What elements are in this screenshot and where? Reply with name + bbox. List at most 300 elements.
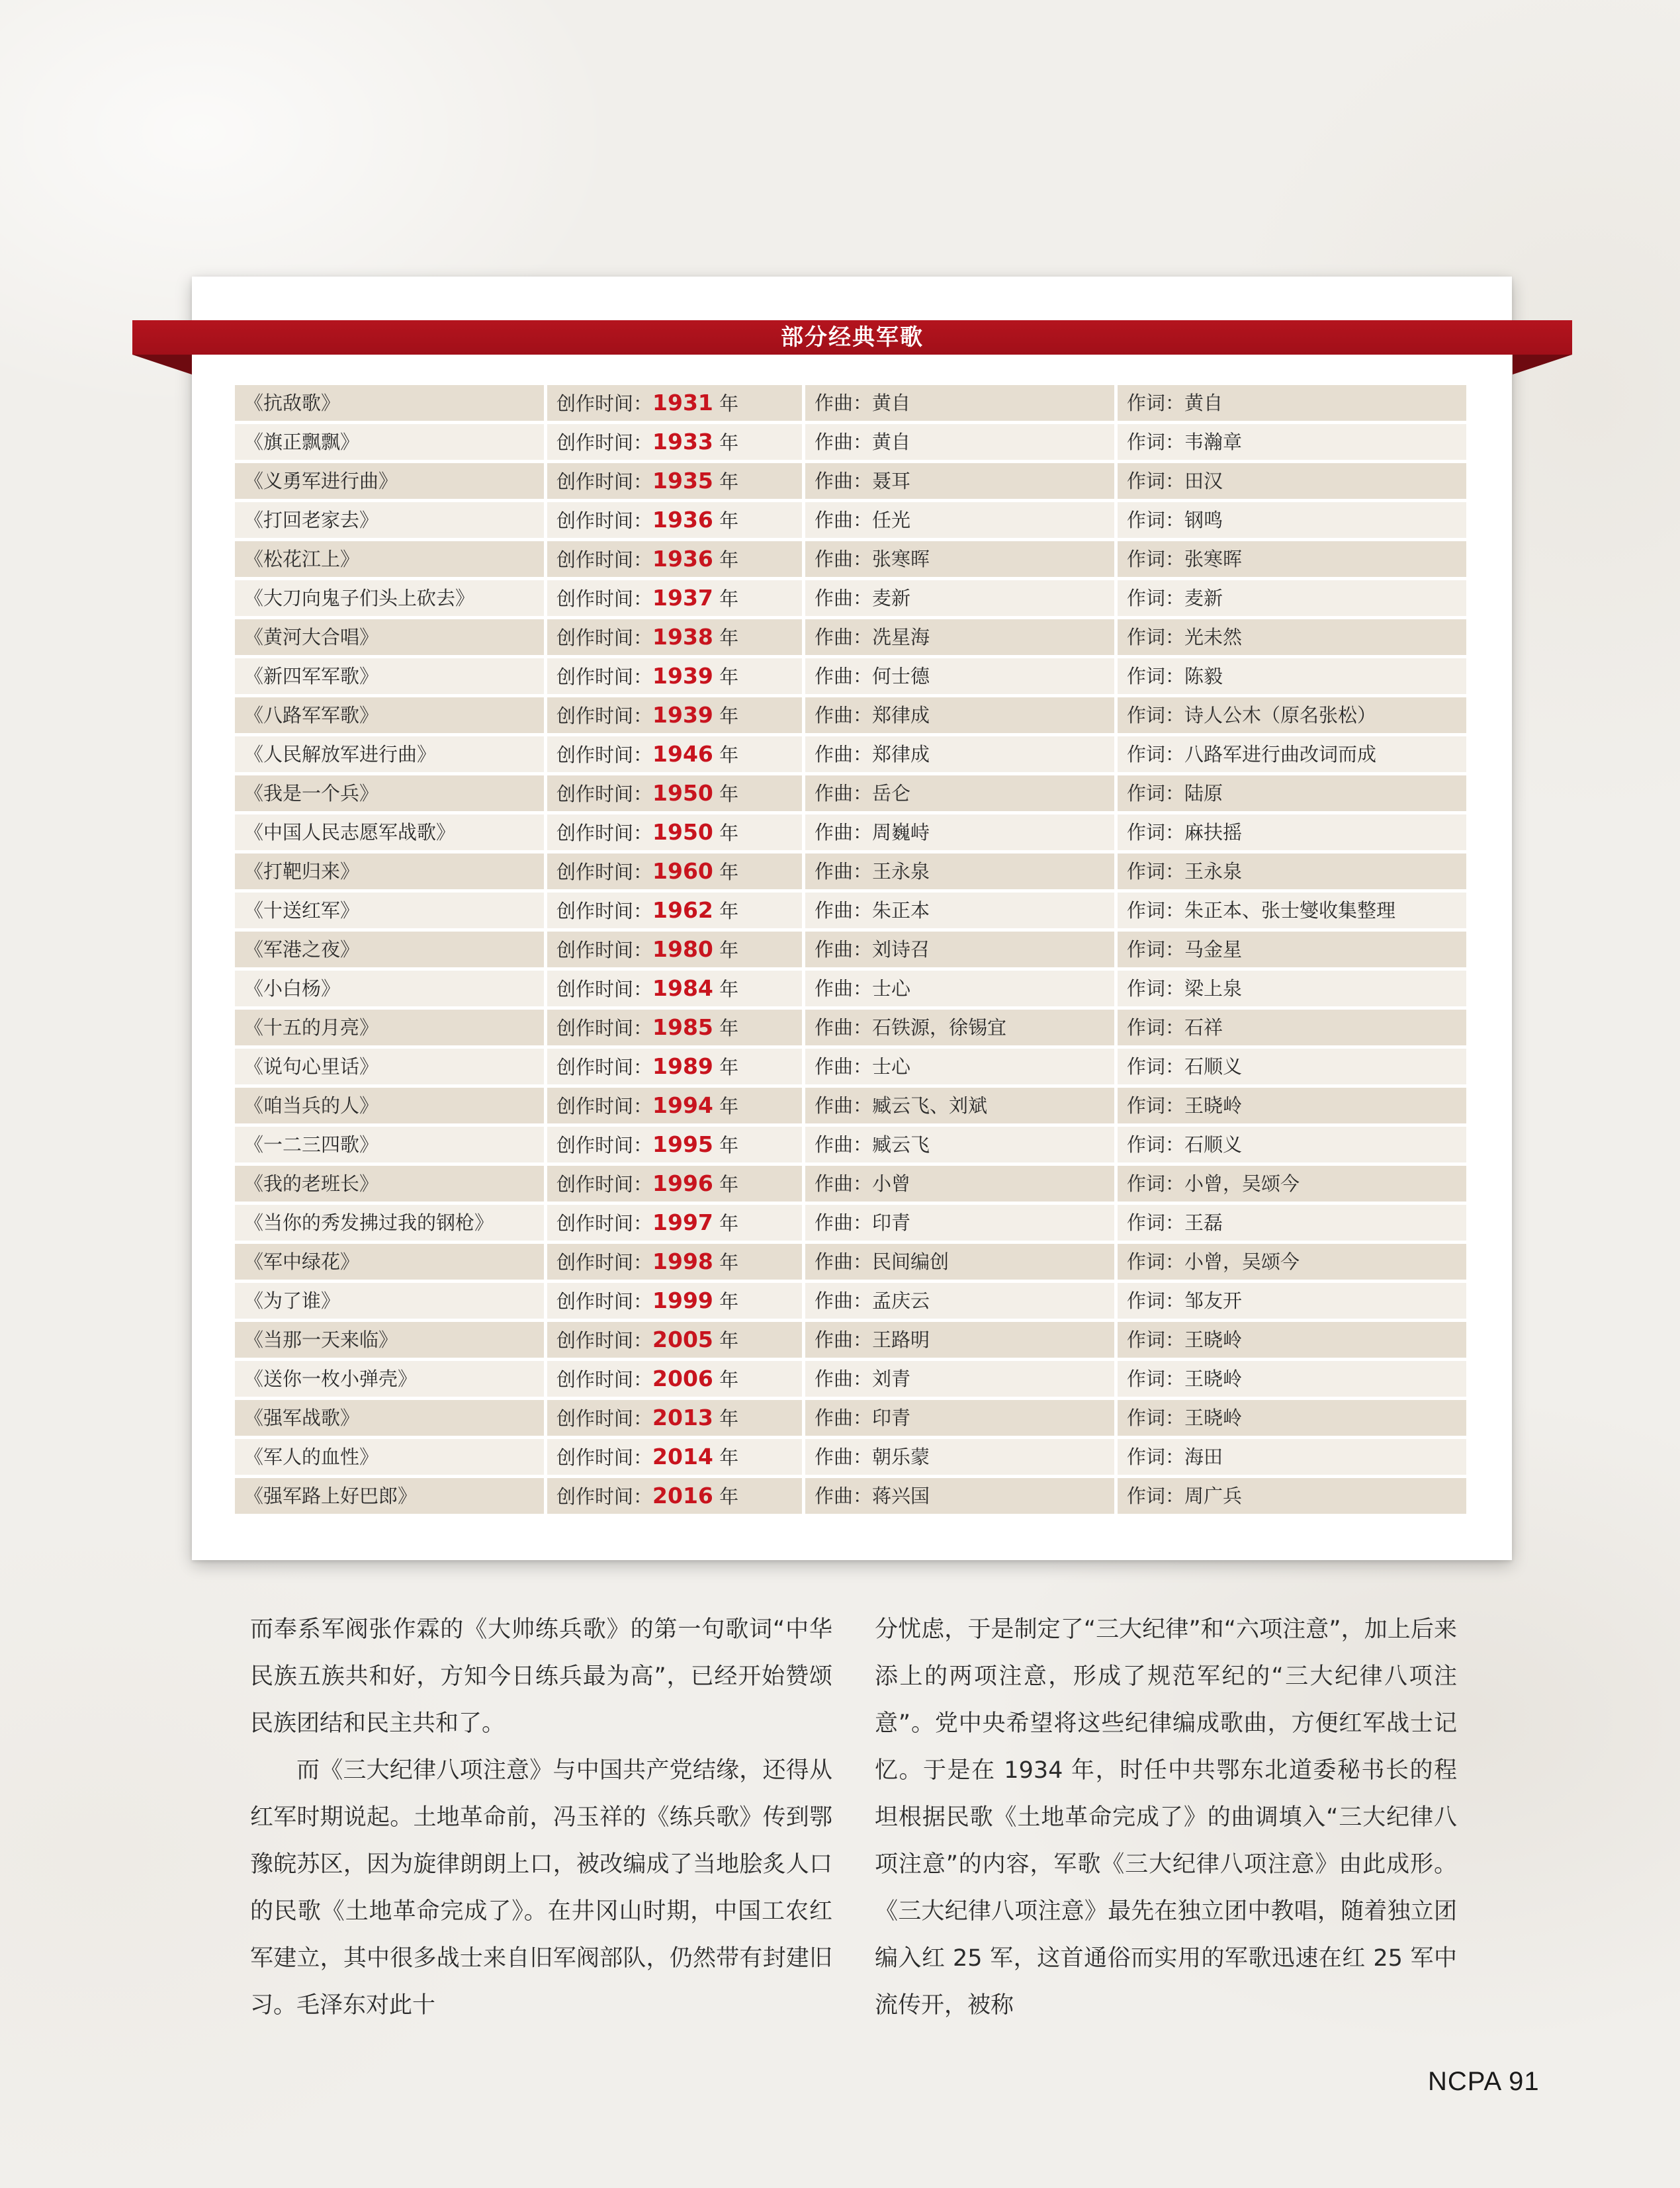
song-title-cell (235, 1478, 544, 1514)
lyricist-cell (1118, 580, 1466, 616)
composer-cell (805, 541, 1114, 577)
song-title-cell (235, 697, 544, 733)
year-suffix: 年 (719, 509, 739, 532)
creation-time-cell (547, 1010, 802, 1045)
lyricist-name: 梁上泉 (1184, 977, 1243, 1000)
lyricist-cell (1118, 1361, 1466, 1397)
composer-cell (805, 893, 1114, 928)
creation-time-label: 创作时间： (556, 470, 653, 493)
creation-year: 1937 (652, 585, 713, 611)
creation-time-cell (547, 658, 802, 694)
year-suffix: 年 (719, 588, 739, 610)
composer-cell (805, 580, 1114, 616)
composer-cell (805, 971, 1114, 1006)
song-title-cell (235, 1205, 544, 1241)
composer-name: 民间编创 (872, 1250, 950, 1273)
song-title: 《当那一天来临》 (244, 1329, 398, 1351)
composer-name: 臧云飞、刘斌 (872, 1094, 988, 1117)
song-title: 《大刀向鬼子们头上砍去》 (244, 587, 475, 609)
lyricist-name: 麦新 (1184, 587, 1223, 609)
composer-label: 作曲： (815, 470, 873, 492)
lyricist-label: 作词： (1127, 860, 1185, 883)
composer-name: 朝乐蒙 (872, 1446, 930, 1468)
composer-name: 刘青 (872, 1368, 911, 1390)
table-row (235, 1439, 1470, 1478)
lyricist-label: 作词： (1127, 938, 1185, 961)
song-title-cell (235, 1166, 544, 1202)
table-row (235, 502, 1470, 541)
song-title-cell (235, 658, 544, 694)
creation-time-cell (547, 541, 802, 577)
composer-label: 作曲： (815, 1407, 873, 1429)
song-title: 《旗正飘飘》 (244, 431, 360, 453)
composer-name: 冼星海 (872, 626, 930, 648)
creation-year: 1933 (652, 429, 713, 455)
lyricist-label: 作词： (1127, 1211, 1185, 1234)
creation-year: 1939 (652, 702, 713, 728)
composer-cell (805, 1088, 1114, 1123)
composer-cell (805, 1010, 1114, 1045)
table-row (235, 1166, 1470, 1205)
creation-time-cell (547, 1400, 802, 1436)
composer-name: 黄自 (872, 392, 911, 414)
creation-year: 1950 (652, 819, 713, 845)
song-title: 《说句心里话》 (244, 1055, 379, 1078)
table-title: 部分经典军歌 (132, 320, 1572, 355)
creation-year: 1936 (652, 546, 713, 572)
song-title-cell (235, 736, 544, 772)
composer-cell (805, 619, 1114, 655)
composer-cell (805, 1283, 1114, 1319)
song-title: 《强军路上好巴郎》 (244, 1485, 418, 1507)
lyricist-label: 作词： (1127, 548, 1185, 570)
song-title: 《强军战歌》 (244, 1407, 360, 1429)
creation-year: 1997 (652, 1209, 713, 1235)
composer-cell (805, 1322, 1114, 1358)
table-row (235, 541, 1470, 580)
composer-label: 作曲： (815, 509, 873, 531)
composer-label: 作曲： (815, 1250, 873, 1273)
year-suffix: 年 (719, 470, 739, 493)
lyricist-name: 黄自 (1184, 392, 1223, 414)
year-suffix: 年 (719, 1407, 739, 1430)
song-title: 《军人的血性》 (244, 1446, 379, 1468)
song-title-cell (235, 385, 544, 421)
song-title-cell (235, 853, 544, 889)
lyricist-name: 石祥 (1184, 1016, 1223, 1039)
year-suffix: 年 (719, 1485, 739, 1508)
creation-time-cell (547, 1049, 802, 1084)
creation-year: 1994 (652, 1092, 713, 1118)
composer-label: 作曲： (815, 1094, 873, 1117)
creation-year: 1984 (652, 975, 713, 1001)
lyricist-cell (1118, 932, 1466, 967)
creation-time-cell (547, 893, 802, 928)
composer-name: 王路明 (872, 1329, 930, 1351)
lyricist-name: 陆原 (1184, 782, 1223, 805)
lyricist-name: 王晓岭 (1184, 1368, 1243, 1390)
creation-time-label: 创作时间： (556, 666, 653, 688)
song-table (235, 385, 1470, 1517)
lyricist-label: 作词： (1127, 899, 1185, 922)
lyricist-label: 作词： (1127, 470, 1185, 492)
lyricist-label: 作词： (1127, 1016, 1185, 1039)
lyricist-cell (1118, 1205, 1466, 1241)
table-row (235, 424, 1470, 463)
song-title: 《义勇军进行曲》 (244, 470, 398, 492)
year-suffix: 年 (719, 861, 739, 883)
year-suffix: 年 (719, 1095, 739, 1117)
table-row (235, 893, 1470, 932)
song-title-cell (235, 1127, 544, 1162)
composer-name: 郑律成 (872, 743, 930, 766)
lyricist-name: 八路军进行曲改词而成 (1184, 743, 1377, 766)
year-suffix: 年 (719, 1290, 739, 1313)
year-suffix: 年 (719, 1134, 739, 1157)
year-suffix: 年 (719, 978, 739, 1000)
creation-time-label: 创作时间： (556, 1173, 653, 1196)
creation-time-cell (547, 580, 802, 616)
lyricist-name: 王晓岭 (1184, 1329, 1243, 1351)
creation-time-cell (547, 1088, 802, 1123)
composer-name: 印青 (872, 1211, 911, 1234)
creation-year: 1938 (652, 624, 713, 650)
song-title: 《十送红军》 (244, 899, 360, 922)
song-title: 《送你一枚小弹壳》 (244, 1368, 418, 1390)
creation-time-label: 创作时间： (556, 1446, 653, 1469)
lyricist-label: 作词： (1127, 509, 1185, 531)
lyricist-cell (1118, 853, 1466, 889)
lyricist-name: 邹友开 (1184, 1290, 1243, 1312)
creation-time-cell (547, 1166, 802, 1202)
composer-cell (805, 502, 1114, 538)
year-suffix: 年 (719, 431, 739, 454)
composer-label: 作曲： (815, 743, 873, 766)
creation-time-cell (547, 1361, 802, 1397)
lyricist-label: 作词： (1127, 1290, 1185, 1312)
year-suffix: 年 (719, 783, 739, 805)
composer-name: 士心 (872, 977, 911, 1000)
song-title: 《打靶归来》 (244, 860, 360, 883)
lyricist-name: 钢鸣 (1184, 509, 1223, 531)
table-row (235, 971, 1470, 1010)
composer-name: 麦新 (872, 587, 911, 609)
song-title: 《一二三四歌》 (244, 1133, 379, 1156)
song-title: 《我的老班长》 (244, 1172, 379, 1195)
creation-year: 1998 (652, 1248, 713, 1274)
composer-cell (805, 932, 1114, 967)
song-title-cell (235, 463, 544, 499)
creation-year: 1946 (652, 741, 713, 767)
composer-cell (805, 424, 1114, 460)
composer-label: 作曲： (815, 1290, 873, 1312)
creation-time-cell (547, 502, 802, 538)
creation-time-cell (547, 1127, 802, 1162)
creation-time-label: 创作时间： (556, 548, 653, 571)
creation-time-cell (547, 463, 802, 499)
year-suffix: 年 (719, 1251, 739, 1274)
lyricist-name: 朱正本、张士燮收集整理 (1184, 899, 1396, 922)
creation-time-cell (547, 1322, 802, 1358)
lyricist-cell (1118, 658, 1466, 694)
lyricist-cell (1118, 424, 1466, 460)
composer-cell (805, 1361, 1114, 1397)
creation-year: 2016 (652, 1483, 713, 1509)
table-row (235, 697, 1470, 736)
creation-time-label: 创作时间： (556, 1485, 653, 1508)
song-title: 《我是一个兵》 (244, 782, 379, 805)
year-suffix: 年 (719, 1173, 739, 1196)
creation-time-label: 创作时间： (556, 588, 653, 610)
year-suffix: 年 (719, 900, 739, 922)
song-title: 《小白杨》 (244, 977, 341, 1000)
composer-label: 作曲： (815, 938, 873, 961)
creation-year: 1936 (652, 507, 713, 533)
composer-label: 作曲： (815, 1016, 873, 1039)
song-title-cell (235, 1361, 544, 1397)
composer-name: 孟庆云 (872, 1290, 930, 1312)
song-title: 《抗敌歌》 (244, 392, 341, 414)
song-title: 《中国人民志愿军战歌》 (244, 821, 456, 844)
lyricist-label: 作词： (1127, 1250, 1185, 1273)
lyricist-name: 王晓岭 (1184, 1094, 1243, 1117)
song-title: 《人民解放军进行曲》 (244, 743, 437, 766)
table-row (235, 619, 1470, 658)
creation-time-cell (547, 932, 802, 967)
creation-time-label: 创作时间： (556, 900, 653, 922)
creation-time-label: 创作时间： (556, 1251, 653, 1274)
composer-label: 作曲： (815, 821, 873, 844)
composer-name: 蒋兴国 (872, 1485, 930, 1507)
composer-label: 作曲： (815, 1055, 873, 1078)
lyricist-name: 陈毅 (1184, 665, 1223, 687)
creation-time-cell (547, 619, 802, 655)
creation-time-label: 创作时间： (556, 1290, 653, 1313)
lyricist-name: 王永泉 (1184, 860, 1243, 883)
song-title-cell (235, 1244, 544, 1280)
creation-time-cell (547, 1439, 802, 1475)
table-row (235, 1283, 1470, 1322)
article-paragraph: 而《三大纪律八项注意》与中国共产党结缘，还得从红军时期说起。土地革命前，冯玉祥的《练兵歌》传到鄂豫皖苏区，因为旋律朗朗上口，被改编成了当地脍炙人口的民歌《土地革命完成了》。在井冈山时期，中国工农红军建立，其中很多战士来自旧军阀部队，仍然带有封建旧习。毛泽东对此十 (250, 1757, 832, 2019)
table-row (235, 1244, 1470, 1283)
composer-name: 王永泉 (872, 860, 930, 883)
creation-time-cell (547, 971, 802, 1006)
lyricist-label: 作词： (1127, 1133, 1185, 1156)
table-row (235, 1478, 1470, 1517)
creation-year: 1962 (652, 897, 713, 923)
composer-label: 作曲： (815, 1172, 873, 1195)
table-row (235, 580, 1470, 619)
creation-year: 1980 (652, 936, 713, 962)
composer-name: 士心 (872, 1055, 911, 1078)
song-title-cell (235, 1322, 544, 1358)
creation-time-label: 创作时间： (556, 1329, 653, 1352)
lyricist-cell (1118, 736, 1466, 772)
creation-time-label: 创作时间： (556, 392, 653, 415)
creation-time-cell (547, 424, 802, 460)
song-title: 《打回老家去》 (244, 509, 379, 531)
song-title-cell (235, 775, 544, 811)
lyricist-label: 作词： (1127, 1055, 1185, 1078)
lyricist-label: 作词： (1127, 977, 1185, 1000)
lyricist-label: 作词： (1127, 1094, 1185, 1117)
song-title-cell (235, 932, 544, 967)
lyricist-label: 作词： (1127, 1368, 1185, 1390)
lyricist-name: 王磊 (1184, 1211, 1223, 1234)
year-suffix: 年 (719, 1368, 739, 1391)
song-title-cell (235, 1010, 544, 1045)
song-title: 《松花江上》 (244, 548, 360, 570)
composer-name: 何士德 (872, 665, 930, 687)
year-suffix: 年 (719, 1446, 739, 1469)
year-suffix: 年 (719, 1017, 739, 1039)
year-suffix: 年 (719, 705, 739, 727)
creation-time-cell (547, 697, 802, 733)
composer-cell (805, 1244, 1114, 1280)
song-title-cell (235, 580, 544, 616)
composer-label: 作曲： (815, 860, 873, 883)
composer-label: 作曲： (815, 977, 873, 1000)
table-row (235, 385, 1470, 424)
creation-time-label: 创作时间： (556, 783, 653, 805)
composer-cell (805, 1049, 1114, 1084)
creation-time-cell (547, 385, 802, 421)
song-title-cell (235, 893, 544, 928)
lyricist-cell (1118, 619, 1466, 655)
year-suffix: 年 (719, 939, 739, 961)
lyricist-name: 王晓岭 (1184, 1407, 1243, 1429)
composer-label: 作曲： (815, 1211, 873, 1234)
composer-name: 印青 (872, 1407, 911, 1429)
composer-label: 作曲： (815, 665, 873, 687)
song-title-cell (235, 619, 544, 655)
composer-name: 臧云飞 (872, 1133, 930, 1156)
lyricist-name: 石顺义 (1184, 1055, 1243, 1078)
table-row (235, 1127, 1470, 1166)
composer-name: 聂耳 (872, 470, 911, 492)
lyricist-label: 作词： (1127, 704, 1185, 726)
song-title-cell (235, 502, 544, 538)
lyricist-cell (1118, 385, 1466, 421)
creation-time-cell (547, 814, 802, 850)
creation-year: 1939 (652, 663, 713, 689)
lyricist-name: 张寒晖 (1184, 548, 1243, 570)
article-right-column (875, 1606, 1457, 2029)
lyricist-label: 作词： (1127, 1172, 1185, 1195)
composer-name: 小曾 (872, 1172, 911, 1195)
composer-cell (805, 1439, 1114, 1475)
lyricist-cell (1118, 1010, 1466, 1045)
song-title-cell (235, 814, 544, 850)
composer-label: 作曲： (815, 899, 873, 922)
composer-name: 周巍峙 (872, 821, 930, 844)
lyricist-cell (1118, 463, 1466, 499)
composer-name: 朱正本 (872, 899, 930, 922)
table-row (235, 1088, 1470, 1127)
composer-name: 张寒晖 (872, 548, 930, 570)
lyricist-label: 作词： (1127, 431, 1185, 453)
lyricist-cell (1118, 502, 1466, 538)
lyricist-cell (1118, 1088, 1466, 1123)
creation-time-cell (547, 1244, 802, 1280)
composer-cell (805, 1205, 1114, 1241)
lyricist-label: 作词： (1127, 821, 1185, 844)
lyricist-name: 麻扶摇 (1184, 821, 1243, 844)
table-row (235, 932, 1470, 971)
creation-time-label: 创作时间： (556, 431, 653, 454)
composer-name: 任光 (872, 509, 911, 531)
article-paragraph: 分忧虑，于是制定了“三大纪律”和“六项注意”，加上后来添上的两项注意，形成了规范军纪的“三大纪律八项注意”。党中央希望将这些纪律编成歌曲，方便红军战士记忆。于是在 1934 年，时任中共鄂东北道委秘书长的程坦根据民歌《土地革命完成了》的曲调填入“三大纪律八项注意”的内容，军歌《三大纪律八项注意》由此成形。《三大纪律八项注意》最先在独立团中教唱，随着独立团编入红 25 军，这首通俗而实用的军歌迅速在红 25 军中流传开，被称 (875, 1616, 1457, 2019)
lyricist-cell (1118, 775, 1466, 811)
lyricist-label: 作词： (1127, 1407, 1185, 1429)
composer-cell (805, 736, 1114, 772)
creation-time-label: 创作时间： (556, 509, 653, 532)
song-title: 《十五的月亮》 (244, 1016, 379, 1039)
song-title: 《军港之夜》 (244, 938, 360, 961)
creation-time-label: 创作时间： (556, 939, 653, 961)
lyricist-cell (1118, 1322, 1466, 1358)
lyricist-cell (1118, 1127, 1466, 1162)
article-left-column (250, 1606, 832, 2029)
composer-name: 石铁源，徐锡宜 (872, 1016, 1007, 1039)
composer-name: 岳仑 (872, 782, 911, 805)
composer-cell (805, 853, 1114, 889)
page-footer (1428, 2067, 1540, 2097)
composer-label: 作曲： (815, 431, 873, 453)
lyricist-cell (1118, 971, 1466, 1006)
lyricist-label: 作词： (1127, 1485, 1185, 1507)
table-row (235, 658, 1470, 697)
composer-label: 作曲： (815, 1446, 873, 1468)
composer-label: 作曲： (815, 1329, 873, 1351)
table-row (235, 1205, 1470, 1244)
composer-name: 黄自 (872, 431, 911, 453)
song-title: 《新四军军歌》 (244, 665, 379, 687)
article-paragraph: 而奉系军阀张作霖的《大帅练兵歌》的第一句歌词“中华民族五族共和好，方知今日练兵最为高”，已经开始赞颂民族团结和民主共和了。 (250, 1616, 832, 1737)
page-number: 91 (1509, 2067, 1540, 2096)
song-title: 《黄河大合唱》 (244, 626, 379, 648)
composer-cell (805, 1478, 1114, 1514)
composer-label: 作曲： (815, 704, 873, 726)
song-title-cell (235, 541, 544, 577)
creation-year: 1999 (652, 1288, 713, 1313)
creation-year: 1996 (652, 1170, 713, 1196)
lyricist-label: 作词： (1127, 782, 1185, 805)
creation-time-label: 创作时间： (556, 1017, 653, 1039)
lyricist-cell (1118, 697, 1466, 733)
composer-label: 作曲： (815, 1368, 873, 1390)
lyricist-name: 周广兵 (1184, 1485, 1243, 1507)
year-suffix: 年 (719, 392, 739, 415)
composer-label: 作曲： (815, 1485, 873, 1507)
creation-year: 2005 (652, 1327, 713, 1352)
lyricist-label: 作词： (1127, 743, 1185, 766)
magazine-name: NCPA (1428, 2067, 1501, 2096)
banner-fold-right (1513, 355, 1572, 374)
banner-fold-left (132, 355, 192, 374)
lyricist-cell (1118, 1049, 1466, 1084)
creation-time-label: 创作时间： (556, 978, 653, 1000)
composer-name: 刘诗召 (872, 938, 930, 961)
table-row (235, 736, 1470, 775)
composer-label: 作曲： (815, 1133, 873, 1156)
table-row (235, 1400, 1470, 1439)
creation-year: 1995 (652, 1131, 713, 1157)
composer-cell (805, 463, 1114, 499)
creation-year: 1985 (652, 1014, 713, 1040)
creation-year: 1950 (652, 780, 713, 806)
lyricist-label: 作词： (1127, 1329, 1185, 1351)
